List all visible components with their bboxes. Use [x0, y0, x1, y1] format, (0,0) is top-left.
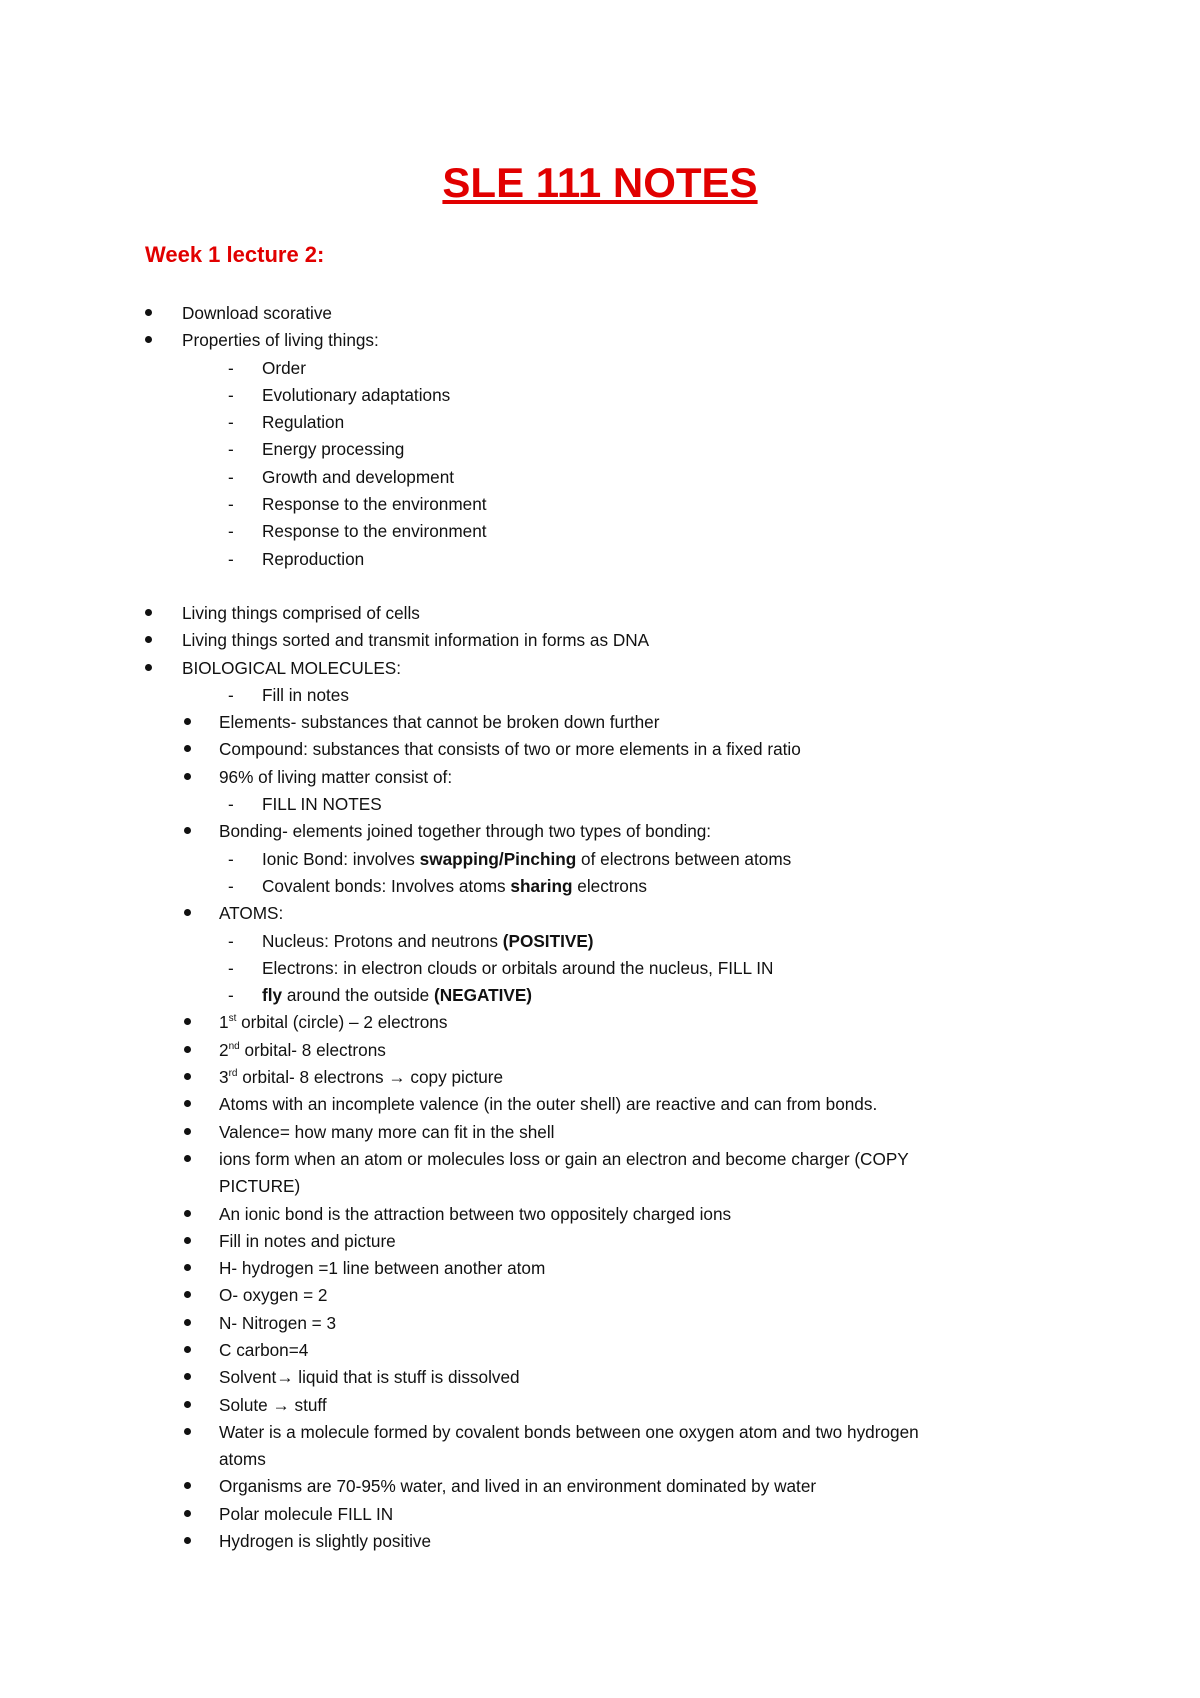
- list-item: Properties of living things:: [0, 327, 1200, 354]
- dash-icon: -: [228, 848, 234, 869]
- bullet-icon: [184, 1210, 191, 1217]
- bullet-icon: [184, 745, 191, 752]
- sub-list-item: H- hydrogen =1 line between another atom: [0, 1255, 1200, 1282]
- dash-item: - Nucleus: Protons and neutrons (POSITIVE): [0, 928, 1200, 955]
- arrow-right-icon: →: [276, 1367, 294, 1388]
- list-item: Living things comprised of cells: [0, 600, 1200, 627]
- bullet-icon: [184, 1537, 191, 1544]
- sub-list-item: Solute → stuff: [0, 1392, 1200, 1419]
- dash-item: - Ionic Bond: involves swapping/Pinching of electrons between atoms: [0, 846, 1200, 873]
- dash-icon: -: [228, 521, 234, 542]
- sub-list-item: An ionic bond is the attraction between two oppositely charged ions: [0, 1201, 1200, 1228]
- dash-icon: -: [228, 412, 234, 433]
- sub-list-item: ATOMS:: [0, 900, 1200, 927]
- bullet-icon: [184, 718, 191, 725]
- dash-icon: -: [228, 794, 234, 815]
- list-item-continuation: PICTURE): [219, 1176, 301, 1197]
- dash-item: - Response to the environment: [0, 518, 1200, 545]
- dash-icon: -: [228, 357, 234, 378]
- bullet-icon: [184, 1264, 191, 1271]
- bullet-icon: [184, 909, 191, 916]
- dash-item: - Evolutionary adaptations: [0, 382, 1200, 409]
- dash-icon: -: [228, 957, 234, 978]
- bullet-icon: [184, 827, 191, 834]
- sub-list-item: Water is a molecule formed by covalent bonds between one oxygen atom and two hydrogen: [0, 1419, 1200, 1446]
- sub-list-item: 96% of living matter consist of:: [0, 764, 1200, 791]
- dash-icon: -: [228, 384, 234, 405]
- bullet-icon: [184, 1073, 191, 1080]
- sub-list-item: 3rd orbital- 8 electrons → copy picture: [0, 1064, 1200, 1091]
- bullet-icon: [184, 1291, 191, 1298]
- bullet-icon: [184, 1482, 191, 1489]
- dash-icon: -: [228, 930, 234, 951]
- sub-list-item: 2nd orbital- 8 electrons: [0, 1037, 1200, 1064]
- bullet-icon: [145, 336, 152, 343]
- notes-list: [0, 300, 1200, 1555]
- dash-item: - Covalent bonds: Involves atoms sharing electrons: [0, 873, 1200, 900]
- dash-item: - Electrons: in electron clouds or orbitals around the nucleus, FILL IN: [0, 955, 1200, 982]
- bullet-icon: [184, 1018, 191, 1025]
- bullet-icon: [145, 609, 152, 616]
- sub-list-item: Compound: substances that consists of two or more elements in a fixed ratio: [0, 736, 1200, 763]
- bullet-icon: [184, 1510, 191, 1517]
- dash-icon: -: [228, 548, 234, 569]
- bullet-icon: [184, 1100, 191, 1107]
- bullet-icon: [184, 1155, 191, 1162]
- bullet-icon: [184, 1428, 191, 1435]
- sub-list-item: C carbon=4: [0, 1337, 1200, 1364]
- arrow-right-icon: →: [388, 1067, 406, 1088]
- dash-item: - fly around the outside (NEGATIVE): [0, 982, 1200, 1009]
- section-heading: Week 1 lecture 2:: [145, 242, 325, 267]
- sub-list-item: N- Nitrogen = 3: [0, 1310, 1200, 1337]
- sub-list-item: Organisms are 70-95% water, and lived in an environment dominated by water: [0, 1473, 1200, 1500]
- bullet-icon: [145, 309, 152, 316]
- dash-item: - Growth and development: [0, 464, 1200, 491]
- bullet-icon: [145, 664, 152, 671]
- dash-icon: -: [228, 494, 234, 515]
- sub-list-item: Polar molecule FILL IN: [0, 1501, 1200, 1528]
- sub-list-item: Solvent→ liquid that is stuff is dissolved: [0, 1364, 1200, 1391]
- dash-item: - Regulation: [0, 409, 1200, 436]
- spacer: [0, 573, 1200, 600]
- sub-list-item: Elements- substances that cannot be broken down further: [0, 709, 1200, 736]
- dash-item: - FILL IN NOTES: [0, 791, 1200, 818]
- dash-icon: -: [228, 985, 234, 1006]
- list-item: Download scorative: [0, 300, 1200, 327]
- bullet-icon: [184, 1237, 191, 1244]
- sub-list-item: Hydrogen is slightly positive: [0, 1528, 1200, 1555]
- list-item: Living things sorted and transmit information in forms as DNA: [0, 627, 1200, 654]
- bullet-icon: [145, 636, 152, 643]
- dash-item: - Order: [0, 355, 1200, 382]
- bullet-icon: [184, 1401, 191, 1408]
- dash-item: - Reproduction: [0, 546, 1200, 573]
- list-item: BIOLOGICAL MOLECULES:: [0, 655, 1200, 682]
- dash-icon: -: [228, 466, 234, 487]
- dash-item: - Fill in notes: [0, 682, 1200, 709]
- sub-list-item: Bonding- elements joined together through two types of bonding:: [0, 818, 1200, 845]
- dash-icon: -: [228, 684, 234, 705]
- sub-list-item: ions form when an atom or molecules loss or gain an electron and become charger (COPY: [0, 1146, 1200, 1173]
- bullet-icon: [184, 1346, 191, 1353]
- sub-list-item: Fill in notes and picture: [0, 1228, 1200, 1255]
- dash-icon: -: [228, 439, 234, 460]
- arrow-right-icon: →: [272, 1394, 290, 1415]
- bullet-icon: [184, 1046, 191, 1053]
- list-item-continuation: atoms: [219, 1449, 266, 1470]
- sub-list-item: 1st orbital (circle) – 2 electrons: [0, 1009, 1200, 1036]
- bullet-icon: [184, 1373, 191, 1380]
- bullet-icon: [184, 1319, 191, 1326]
- bullet-icon: [184, 1128, 191, 1135]
- page-title: SLE 111 NOTES: [442, 159, 758, 206]
- sub-list-item: Atoms with an incomplete valence (in the outer shell) are reactive and can from bonds.: [0, 1091, 1200, 1118]
- sub-list-item: O- oxygen = 2: [0, 1282, 1200, 1309]
- bullet-icon: [184, 773, 191, 780]
- sub-list-item: Valence= how many more can fit in the shell: [0, 1119, 1200, 1146]
- dash-item: - Response to the environment: [0, 491, 1200, 518]
- dash-item: - Energy processing: [0, 436, 1200, 463]
- dash-icon: -: [228, 875, 234, 896]
